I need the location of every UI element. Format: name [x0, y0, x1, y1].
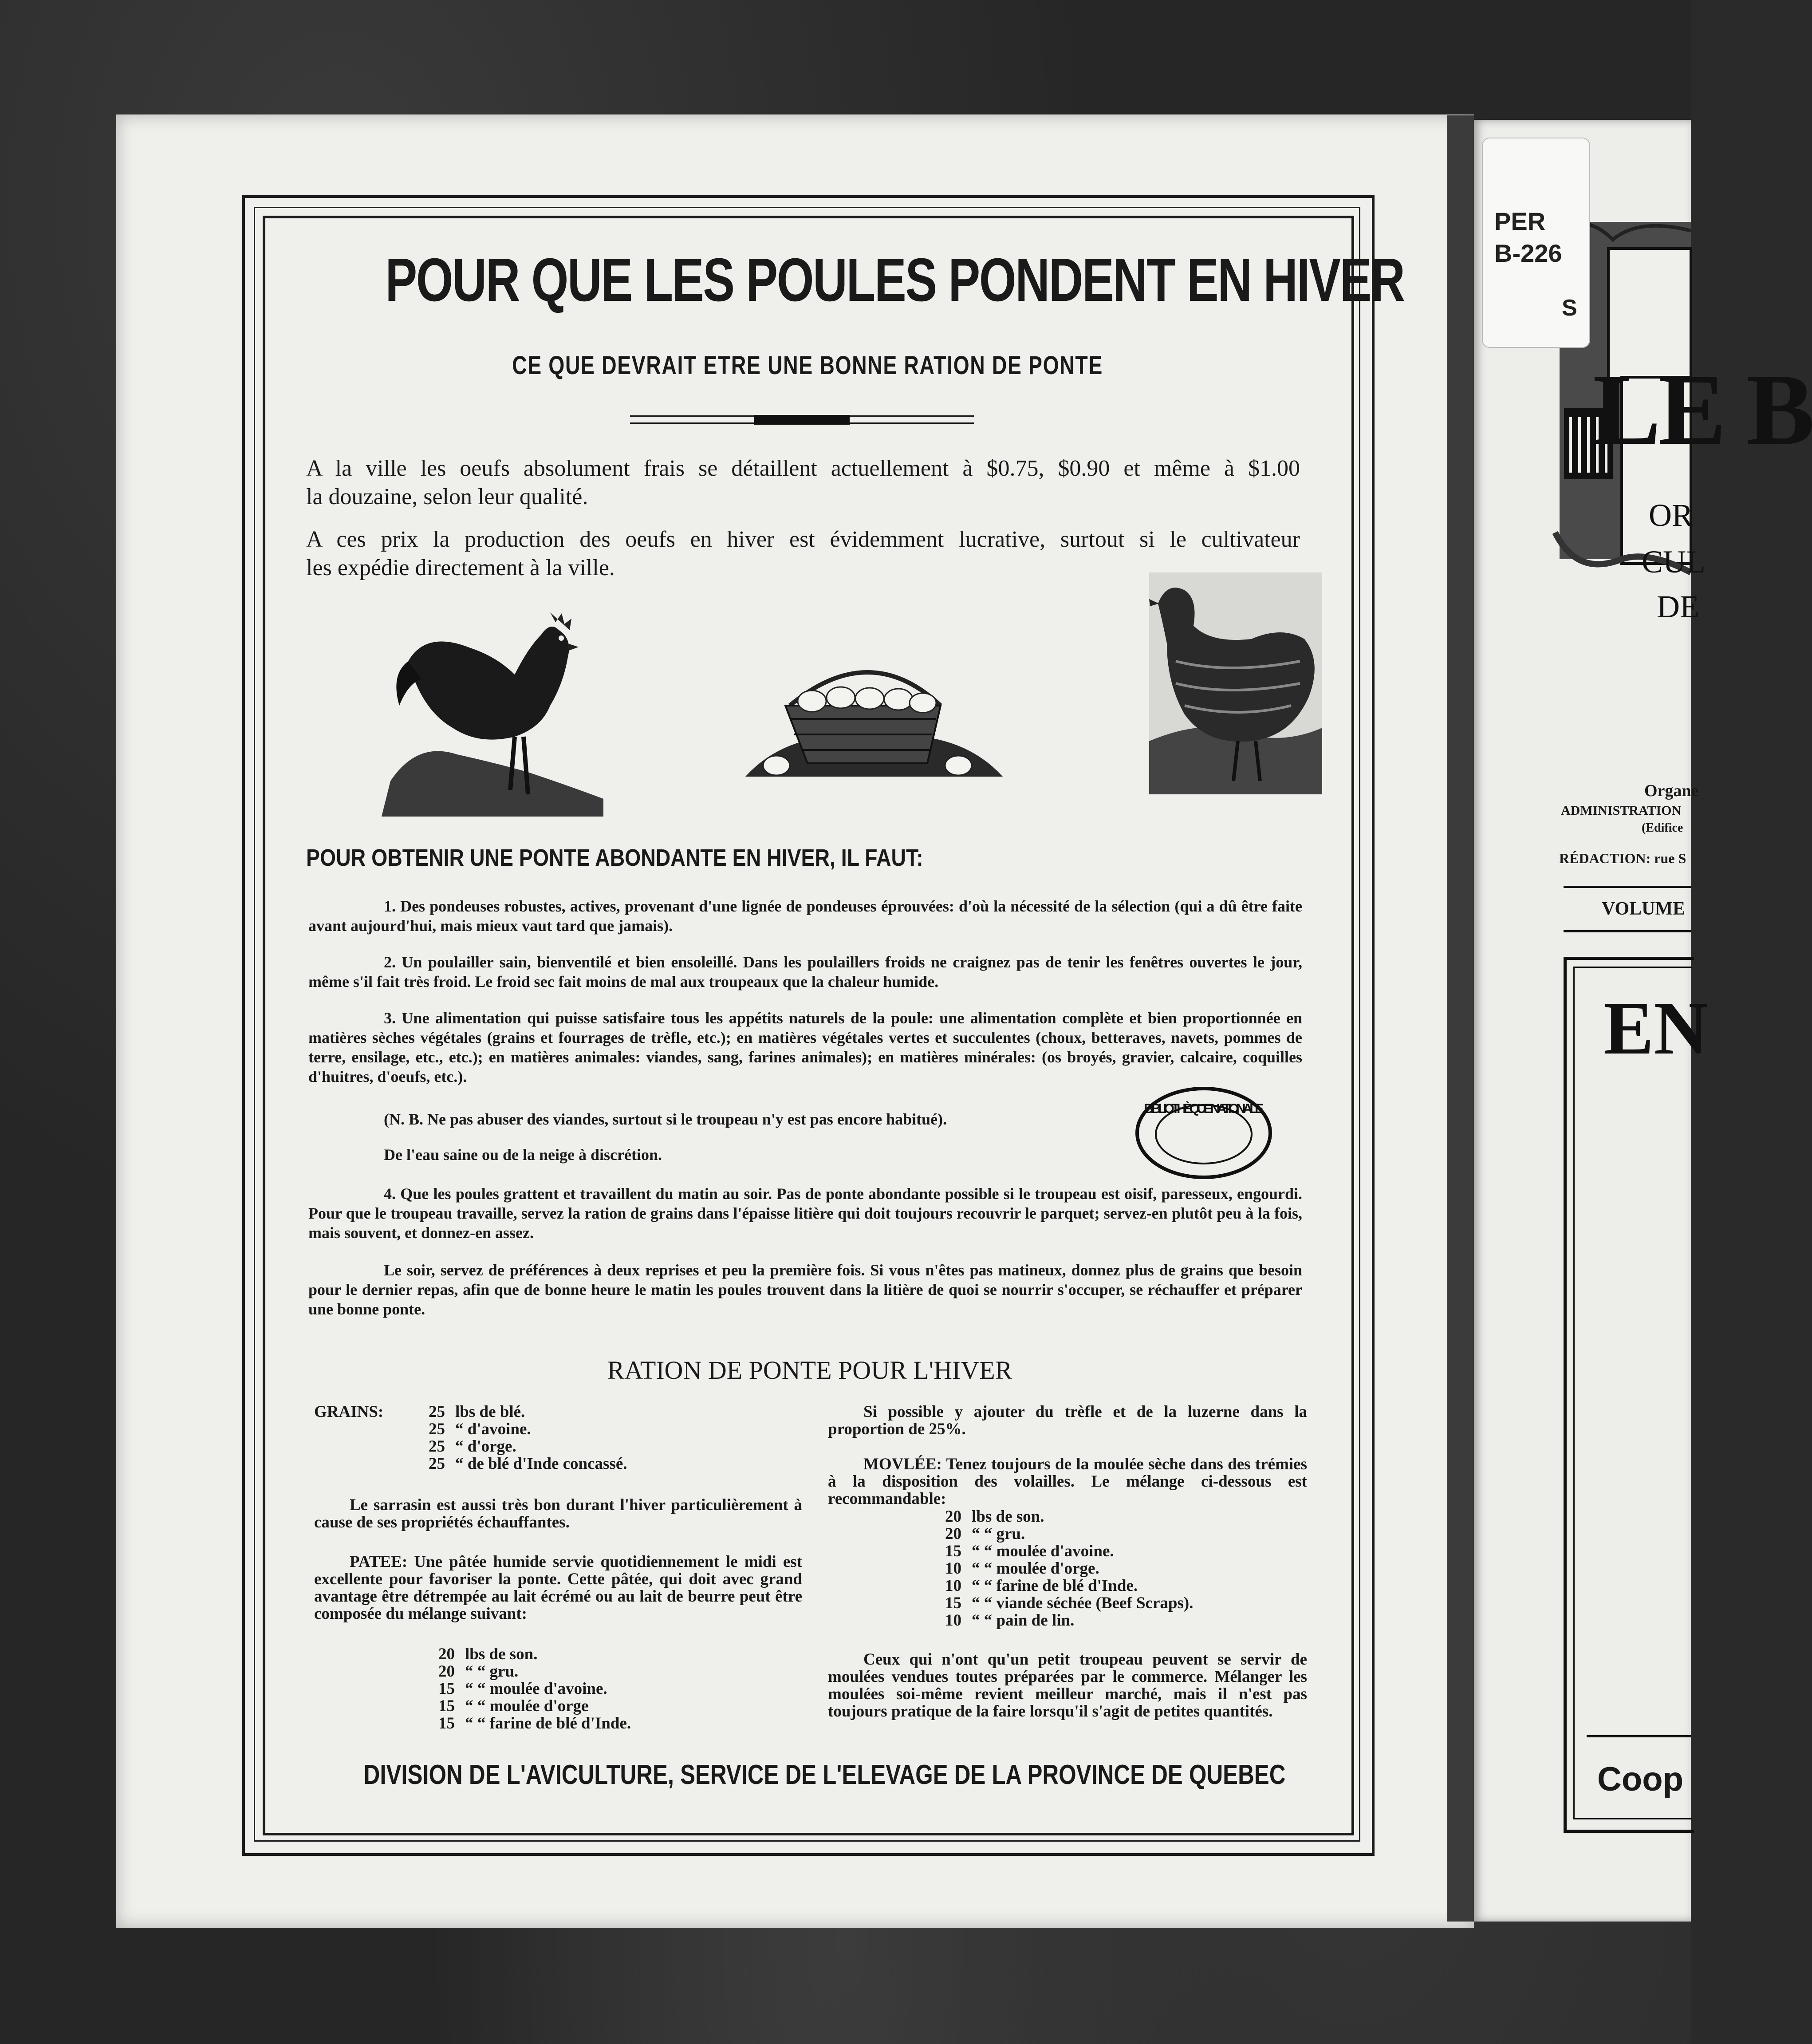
- page-gutter: [1447, 115, 1474, 1922]
- item-cell: “ “ moulée d'avoine.: [465, 1680, 607, 1698]
- item-cell: lbs de son.: [465, 1645, 538, 1663]
- call-number-line-3: S: [1562, 295, 1577, 321]
- table-row: [438, 1645, 631, 1663]
- item-cell: “ de blé d'Inde concassé.: [455, 1455, 627, 1473]
- table-row: [945, 1612, 1193, 1629]
- item-cell: “ d'avoine.: [455, 1420, 531, 1438]
- qty-cell: 20: [945, 1507, 961, 1526]
- ornament-bar: [754, 415, 850, 425]
- table-row: [438, 1680, 631, 1697]
- item-cell: “ “ moulée d'orge: [465, 1697, 589, 1715]
- volume-label: VOLUME: [1602, 899, 1686, 919]
- table-row: [945, 1560, 1193, 1577]
- table-row: [429, 1403, 627, 1421]
- table-row: [945, 1525, 1193, 1543]
- intro-line: les expédie directement à la ville.: [306, 555, 615, 580]
- patee-paragraph: PATEE: Une pâtée humide servie quotidiennement le midi est excellente pour favoriser la ponte. Cette pâtée, qui doit avec grand avantage être détrempée au lait écrémé ou au lait de beurre peut être composée du mélange suivant:: [314, 1553, 802, 1623]
- right-headline: EN: [1603, 986, 1709, 1070]
- right-article-inner-box: [1573, 967, 1692, 1819]
- table-row: [945, 1594, 1193, 1612]
- rooster-illustration: [382, 595, 612, 825]
- egg-basket-illustration: [745, 657, 1003, 785]
- stamp-text: BIBLIOTHÈQUE NATIONALE: [1144, 1101, 1264, 1116]
- item-cell: “ “ viande séchée (Beef Scraps).: [972, 1594, 1194, 1612]
- qty-cell: 25: [429, 1437, 445, 1456]
- small-flock-paragraph: Ceux qui n'ont qu'un petit troupeau peuvent se servir de moulées vendues toutes préparées par le commerce. Mélanger les moulées soi-même revient meilleur marché, mais il n'est pas toujours pratique de la faire lorsqu'il s'agit de petites quantités.: [828, 1650, 1307, 1720]
- qty-cell: 10: [945, 1611, 961, 1630]
- item-cell: “ “ gru.: [465, 1662, 519, 1681]
- masthead-word-1: OR: [1649, 497, 1694, 533]
- masthead-word-3: DE: [1657, 589, 1699, 624]
- table-row: [429, 1421, 627, 1438]
- masthead-rule-top: [1564, 886, 1691, 888]
- item-cell: “ “ moulée d'avoine.: [972, 1542, 1114, 1560]
- intro-line: A la ville les oeufs absolument frais se détaillent actuellement à $0.75, $0.90 et même à $1.00: [306, 456, 1300, 481]
- sarrasin-paragraph: Le sarrasin est aussi très bon durant l'hiver particulièrement à cause de ses propriétés échauffantes.: [314, 1496, 802, 1531]
- grains-label: GRAINS:: [314, 1403, 384, 1421]
- table-row: [438, 1697, 631, 1715]
- edifice-label: (Edifice: [1642, 821, 1683, 835]
- item-cell: “ “ farine de blé d'Inde.: [465, 1714, 631, 1732]
- table-row: [438, 1663, 631, 1680]
- item-cell: lbs de blé.: [455, 1403, 525, 1421]
- item-cell: “ “ gru.: [972, 1525, 1025, 1543]
- organ-label: Organe: [1644, 781, 1699, 800]
- intro-line: la douzaine, selon leur qualité.: [306, 484, 588, 509]
- table-row: [429, 1455, 627, 1472]
- nb-note: (N. B. Ne pas abuser des viandes, surtout si le troupeau n'y est pas encore habitué).: [384, 1110, 947, 1128]
- patee-mix-table: [438, 1645, 631, 1732]
- masthead-title: LE B: [1593, 353, 1812, 466]
- qty-cell: 10: [945, 1559, 961, 1578]
- call-number-line-2: B-226: [1494, 239, 1562, 267]
- moulee-paragraph: MOVLÉE: Tenez toujours de la moulée sèche dans des trémies à la disposition des volailles. Le mélange ci-dessous est recommandable:: [828, 1455, 1307, 1508]
- stamp-oval-icon: [1131, 1082, 1277, 1184]
- qty-cell: 20: [438, 1662, 455, 1681]
- qty-cell: 25: [429, 1455, 445, 1473]
- page-title: POUR QUE LES POULES PONDENT EN HIVER: [385, 246, 1404, 314]
- masthead-rule-bottom: [1564, 930, 1691, 932]
- qty-cell: 20: [945, 1525, 961, 1543]
- item-cell: “ “ farine de blé d'Inde.: [972, 1577, 1138, 1595]
- page-footer: DIVISION DE L'AVICULTURE, SERVICE DE L'ELEVAGE DE LA PROVINCE DE QUEBEC: [363, 1760, 1286, 1790]
- point-4: 4. Que les poules grattent et travaillent du matin au soir. Pas de ponte abondante possible si le troupeau est oisif, paresseux, engourdi. Pour que le troupeau travaille, servez la ration de grains dans l'épaisse litière qui doit toujours recouvrir le parquet; servez-en plutôt peu à la fois, mais souvent, et donnez-en assez.: [308, 1185, 1302, 1242]
- ration-title: RATION DE PONTE POUR L'HIVER: [607, 1356, 1012, 1385]
- intro-paragraph-1: [306, 454, 1300, 511]
- right-box-rule: [1587, 1735, 1691, 1737]
- item-cell: lbs de son.: [972, 1507, 1044, 1526]
- point-1: 1. Des pondeuses robustes, actives, provenant d'une lignée de pondeuses éprouvées: d'où la nécessité de la sélection (qui a dû être faite avant aujourd'hui, mais mieux vaut tard que jamais).: [308, 897, 1302, 935]
- qty-cell: 20: [438, 1645, 455, 1663]
- redaction-label: RÉDACTION: rue S: [1559, 850, 1686, 866]
- trefle-paragraph: Si possible y ajouter du trèfle et de la luzerne dans la proportion de 25%.: [828, 1403, 1307, 1438]
- table-row: [438, 1715, 631, 1732]
- hen-illustration: [1149, 572, 1322, 794]
- water-note: De l'eau saine ou de la neige à discrétion.: [384, 1146, 662, 1164]
- qty-cell: 15: [945, 1594, 961, 1612]
- table-row: [945, 1543, 1193, 1560]
- table-row: [429, 1438, 627, 1455]
- qty-cell: 25: [429, 1420, 445, 1438]
- qty-cell: 15: [438, 1697, 455, 1715]
- item-cell: “ d'orge.: [455, 1437, 516, 1456]
- point-2: 2. Un poulailler sain, bienventilé et bien ensoleillé. Dans les poulaillers froids ne craignez pas de tenir les fenêtres ouvertes le jour, même s'il fait très froid. Le froid sec fait moins de mal aux troupeaux que la chaleur humide.: [308, 953, 1302, 990]
- intro-line: A ces prix la production des oeufs en hiver est évidemment lucrative, surtout si le cultivateur: [306, 527, 1300, 552]
- table-row: [945, 1508, 1193, 1525]
- table-row: [945, 1577, 1193, 1594]
- item-cell: “ “ moulée d'orge.: [972, 1559, 1099, 1578]
- qty-cell: 10: [945, 1577, 961, 1595]
- page-subtitle: CE QUE DEVRAIT ETRE UNE BONNE RATION DE PONTE: [512, 351, 1103, 380]
- qty-cell: 15: [945, 1542, 961, 1560]
- section-heading: POUR OBTENIR UNE PONTE ABONDANTE EN HIVER, IL FAUT:: [306, 844, 923, 871]
- masthead-word-2: CUL: [1642, 544, 1706, 580]
- grains-table: [429, 1403, 627, 1472]
- qty-cell: 15: [438, 1680, 455, 1698]
- library-stamp: [1131, 1082, 1277, 1184]
- administration-label: ADMINISTRATION: [1561, 803, 1682, 818]
- moulee-mix-table: [945, 1508, 1193, 1629]
- qty-cell: 25: [429, 1403, 445, 1421]
- item-cell: “ “ pain de lin.: [972, 1611, 1075, 1630]
- qty-cell: 15: [438, 1714, 455, 1732]
- call-number-line-1: PER: [1494, 207, 1546, 235]
- point-3: 3. Une alimentation qui puisse satisfaire tous les appétits naturels de la poule: une alimentation complète et bien proportionnée en matières sèches végétales (grains et fourrages de trèfle, etc.); en matières végétales vertes et succulentes (choux, betteraves, navets, pommes de terre, ensilage, etc., etc.); en matières animales: viandes, sang, farines animales); en matières minérales: (os broyés, gravier, calcaire, coquilles d'huitres, d'oeufs, etc.).: [308, 1009, 1302, 1085]
- right-coop-text: Coop: [1597, 1760, 1684, 1798]
- evening-paragraph: Le soir, servez de préférences à deux reprises et peu la première fois. Si vous n'êtes pas matineux, donnez plus de grains que besoin pour le dernier repas, afin que de bonne heure le matin les poules trouvent dans la litière de quoi se nourrir s'occuper, se réchauffer et préparer une bonne ponte.: [308, 1261, 1302, 1318]
